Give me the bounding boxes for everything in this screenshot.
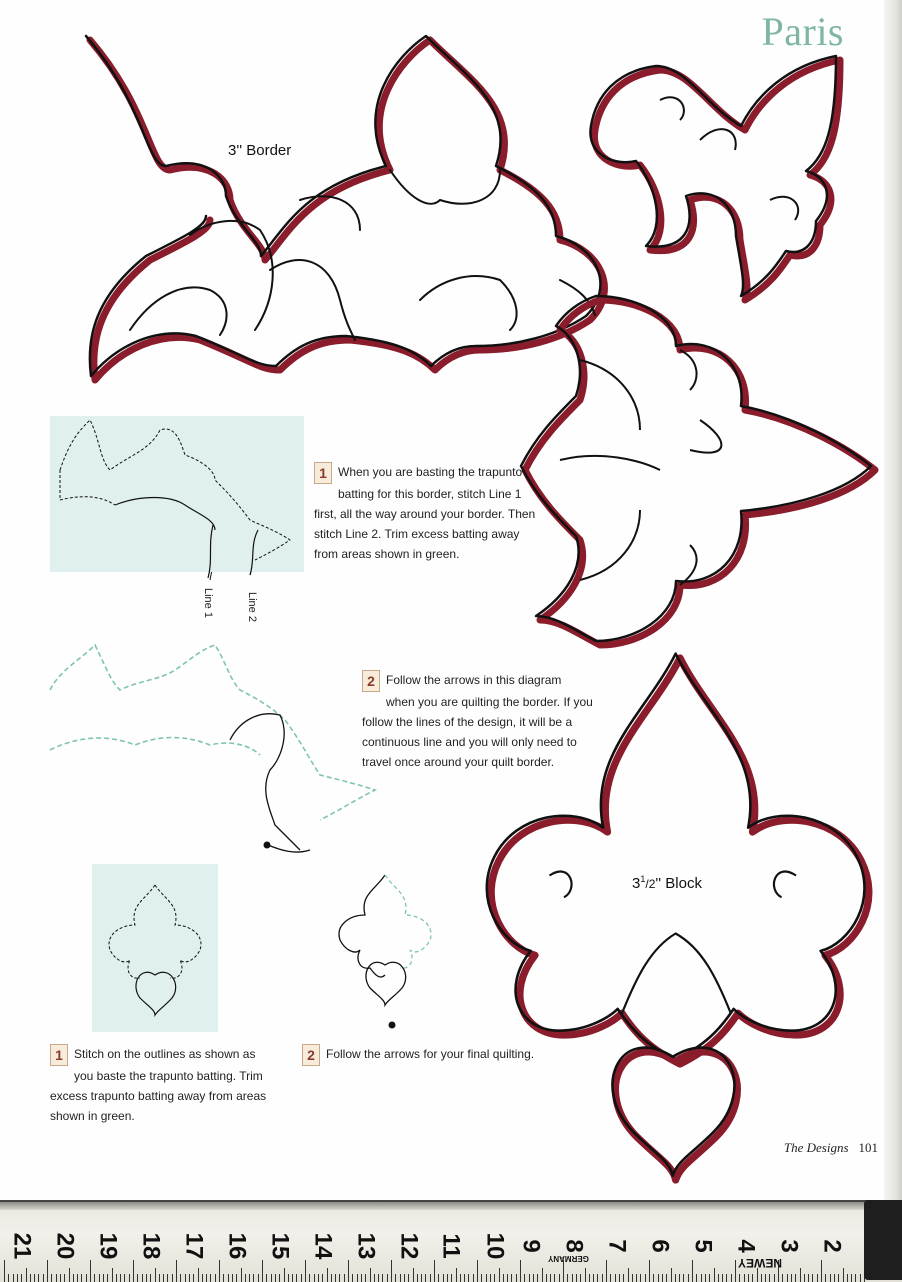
tape-tick — [236, 1274, 237, 1282]
tape-tick — [860, 1274, 861, 1282]
tape-tick — [142, 1274, 143, 1282]
tape-tick — [292, 1274, 293, 1282]
tape-tick — [266, 1274, 267, 1282]
tape-number: 11 — [437, 1233, 465, 1259]
tape-tick — [47, 1260, 48, 1282]
tape-tick — [589, 1274, 590, 1282]
tape-tick — [116, 1274, 117, 1282]
tape-tick — [701, 1274, 702, 1282]
tape-number: 14 — [309, 1232, 337, 1260]
tape-tick — [825, 1274, 826, 1282]
tape-tick — [834, 1274, 835, 1282]
tape-tick — [739, 1274, 740, 1282]
tape-tick — [301, 1274, 302, 1282]
tape-tick — [563, 1260, 564, 1282]
tape-measure — [0, 1200, 902, 1282]
tape-tick — [477, 1260, 478, 1282]
tape-tick — [361, 1274, 362, 1282]
tape-number: 13 — [352, 1232, 380, 1260]
note-line: from areas shown in green. — [314, 547, 460, 561]
tape-number: 4 — [732, 1239, 760, 1253]
tape-tick — [202, 1274, 203, 1282]
tape-tick — [387, 1274, 388, 1282]
tape-tick — [271, 1274, 272, 1282]
tape-tick — [309, 1274, 310, 1282]
line2-label: Line 2 — [246, 592, 258, 622]
tape-tick — [8, 1274, 9, 1282]
tape-tick — [520, 1260, 521, 1282]
tape-tick — [597, 1274, 598, 1282]
tape-tick — [77, 1274, 78, 1282]
tape-tick — [150, 1274, 151, 1282]
tape-tick — [258, 1274, 259, 1282]
note-line: shown in green. — [50, 1109, 135, 1123]
tape-tick — [262, 1260, 263, 1282]
tape-tick — [357, 1274, 358, 1282]
tape-tick — [99, 1274, 100, 1282]
tape-tick — [855, 1274, 856, 1282]
tape-tick — [189, 1274, 190, 1282]
tape-tick — [675, 1274, 676, 1282]
tape-number: 10 — [481, 1232, 509, 1260]
tape-tick — [731, 1274, 732, 1282]
tape-tick — [748, 1274, 749, 1282]
note-line: travel once around your quilt border. — [362, 755, 555, 769]
tape-tick — [666, 1274, 667, 1282]
tape-tick — [761, 1274, 762, 1282]
tape-number: 2 — [818, 1239, 846, 1253]
step-number: 1 — [314, 462, 332, 484]
tape-tick — [718, 1274, 719, 1282]
tape-tick — [245, 1274, 246, 1282]
tape-tick — [137, 1274, 138, 1282]
footer-page-number: 101 — [858, 1140, 878, 1155]
block-step1-outline — [109, 885, 201, 978]
tape-tick — [365, 1274, 366, 1282]
tape-number: 3 — [775, 1239, 803, 1253]
tape-tick — [56, 1274, 57, 1282]
tape-tick — [430, 1274, 431, 1282]
tape-tick — [348, 1260, 349, 1282]
tape-tick — [851, 1274, 852, 1282]
block-step1-heart — [136, 972, 176, 1015]
tape-tick — [769, 1274, 770, 1282]
tape-tick — [447, 1274, 448, 1282]
tape-tick — [210, 1274, 211, 1282]
tape-brand-main: NEWEY — [738, 1256, 783, 1270]
tape-tick — [679, 1274, 680, 1282]
tape-tick — [490, 1274, 491, 1282]
tape-tick — [683, 1274, 684, 1282]
tape-tick — [17, 1274, 18, 1282]
tape-tick — [438, 1274, 439, 1282]
tape-tick — [847, 1274, 848, 1282]
tape-tick — [744, 1274, 745, 1282]
tape-tick — [658, 1274, 659, 1282]
tape-tick — [103, 1274, 104, 1282]
tape-tick — [344, 1274, 345, 1282]
tape-tick — [64, 1274, 65, 1282]
tape-tick — [537, 1274, 538, 1282]
tape-tick — [43, 1274, 44, 1282]
tape-tick — [821, 1260, 822, 1282]
border-label: 3'' Border — [228, 142, 292, 159]
tape-tick — [722, 1274, 723, 1282]
tape-tick — [129, 1274, 130, 1282]
tape-tick — [812, 1274, 813, 1282]
tape-tick — [167, 1274, 168, 1282]
tape-tick — [593, 1274, 594, 1282]
tape-tick — [662, 1274, 663, 1282]
tape-tick — [253, 1274, 254, 1282]
tape-tick — [516, 1274, 517, 1282]
tape-tick — [481, 1274, 482, 1282]
tape-tick — [425, 1274, 426, 1282]
tape-tick — [408, 1274, 409, 1282]
tape-tick — [21, 1274, 22, 1282]
tape-tick — [576, 1274, 577, 1282]
tape-tick — [619, 1274, 620, 1282]
tape-tick — [640, 1274, 641, 1282]
tape-tick — [51, 1274, 52, 1282]
tape-tick — [735, 1260, 736, 1282]
tape-number: 6 — [646, 1239, 674, 1253]
note-line: batting for this border, stitch Line 1 — [338, 487, 522, 501]
note-line: follow the lines of the design, it will be a — [362, 715, 573, 729]
step-number: 2 — [362, 670, 380, 692]
tape-tick — [486, 1274, 487, 1282]
tape-tick — [232, 1274, 233, 1282]
note-block-step2 — [302, 1044, 562, 1066]
tape-tick — [90, 1260, 91, 1282]
tape-tick — [374, 1274, 375, 1282]
tape-tick — [795, 1274, 796, 1282]
tape-tick — [649, 1260, 650, 1282]
tape-tick — [808, 1274, 809, 1282]
note-line: continuous line and you will only need to — [362, 735, 577, 749]
note-line: Stitch on the outlines as shown as — [74, 1047, 256, 1061]
tape-tick — [645, 1274, 646, 1282]
tape-tick — [60, 1274, 61, 1282]
tape-tick — [279, 1274, 280, 1282]
tape-tick — [692, 1260, 693, 1282]
tape-tick — [159, 1274, 160, 1282]
border-step1-solid — [115, 498, 258, 579]
tape-tick — [395, 1274, 396, 1282]
tape-tick — [752, 1274, 753, 1282]
tape-tick — [434, 1260, 435, 1282]
tape-tick — [296, 1274, 297, 1282]
tape-tick — [314, 1274, 315, 1282]
tape-tick — [404, 1274, 405, 1282]
tape-tick — [4, 1260, 5, 1282]
tape-tick — [81, 1274, 82, 1282]
tape-tick — [550, 1274, 551, 1282]
tape-tick — [653, 1274, 654, 1282]
tape-tick — [275, 1274, 276, 1282]
tape-tick — [305, 1260, 306, 1282]
tape-tick — [443, 1274, 444, 1282]
tape-tick — [318, 1274, 319, 1282]
note-line: you baste the trapunto batting. Trim — [74, 1069, 263, 1083]
tape-tick — [13, 1274, 14, 1282]
border-step1-lines — [60, 420, 290, 560]
tape-tick — [726, 1274, 727, 1282]
note-block-step1 — [50, 1044, 290, 1126]
tape-number: 17 — [180, 1232, 208, 1260]
tape-tick — [172, 1274, 173, 1282]
block-label — [632, 874, 702, 892]
note-border-step2 — [362, 670, 612, 772]
tape-tick — [124, 1274, 125, 1282]
tape-shadow — [0, 1202, 902, 1210]
tape-tick — [133, 1260, 134, 1282]
tape-tick — [163, 1274, 164, 1282]
tape-tick — [73, 1274, 74, 1282]
tape-tick — [223, 1274, 224, 1282]
tape-tick — [331, 1274, 332, 1282]
tape-tick — [838, 1274, 839, 1282]
tape-tick — [606, 1260, 607, 1282]
tape-tick — [215, 1274, 216, 1282]
tape-tick — [709, 1274, 710, 1282]
note-line: first, all the way around your border. Then — [314, 507, 536, 521]
tape-tick — [228, 1274, 229, 1282]
tape-tick — [185, 1274, 186, 1282]
note-line: excess trapunto batting away from areas — [50, 1089, 267, 1103]
tape-number: 9 — [517, 1239, 545, 1253]
note-line: When you are basting the trapunto — [338, 465, 523, 479]
tape-tick — [688, 1274, 689, 1282]
tape-tick — [623, 1274, 624, 1282]
tape-tick — [782, 1274, 783, 1282]
tape-tick — [382, 1274, 383, 1282]
tape-tick — [288, 1274, 289, 1282]
tape-tick — [554, 1274, 555, 1282]
tape-tick — [146, 1274, 147, 1282]
tape-number: 18 — [137, 1232, 165, 1260]
tape-tick — [524, 1274, 525, 1282]
tape-number: 20 — [51, 1232, 79, 1260]
tape-tick — [765, 1274, 766, 1282]
tape-tick — [830, 1274, 831, 1282]
tape-tick — [468, 1274, 469, 1282]
page-footer — [784, 1140, 878, 1156]
tape-number: 19 — [94, 1232, 122, 1260]
tape-tick — [107, 1274, 108, 1282]
tape-tick — [339, 1274, 340, 1282]
tape-tick — [791, 1274, 792, 1282]
tape-tick — [602, 1274, 603, 1282]
tape-number: 21 — [8, 1232, 36, 1260]
tape-tick — [529, 1274, 530, 1282]
tape-tick — [460, 1274, 461, 1282]
tape-tick — [421, 1274, 422, 1282]
tape-tick — [787, 1274, 788, 1282]
tape-tick — [696, 1274, 697, 1282]
tape-tick — [494, 1274, 495, 1282]
tape-end-clip — [864, 1200, 902, 1280]
step-number: 2 — [302, 1044, 320, 1066]
page-title: Paris — [761, 9, 844, 54]
block-label-main: 3 — [632, 875, 641, 892]
tape-tick — [451, 1274, 452, 1282]
tape-tick — [378, 1274, 379, 1282]
tape-tick — [511, 1274, 512, 1282]
tape-tick — [391, 1260, 392, 1282]
tape-tick — [193, 1274, 194, 1282]
tape-tick — [38, 1274, 39, 1282]
tape-tick — [417, 1274, 418, 1282]
tape-tick — [572, 1274, 573, 1282]
tape-tick — [335, 1274, 336, 1282]
tape-number: 5 — [689, 1239, 717, 1253]
tape-tick — [610, 1274, 611, 1282]
tape-tick — [705, 1274, 706, 1282]
tape-tick — [473, 1274, 474, 1282]
tape-tick — [503, 1274, 504, 1282]
tape-tick — [94, 1274, 95, 1282]
tape-number: 7 — [603, 1239, 631, 1253]
tape-number: 12 — [395, 1232, 423, 1260]
step-number: 1 — [50, 1044, 68, 1066]
tape-tick — [817, 1274, 818, 1282]
tape-tick — [567, 1274, 568, 1282]
tape-tick — [546, 1274, 547, 1282]
tape-tick — [249, 1274, 250, 1282]
note-line: when you are quilting the border. If you — [386, 695, 593, 709]
tape-tick — [632, 1274, 633, 1282]
tape-tick — [400, 1274, 401, 1282]
tape-number: 8 — [560, 1239, 588, 1253]
tape-tick — [533, 1274, 534, 1282]
tape-tick — [206, 1274, 207, 1282]
footer-section: The Designs — [783, 1140, 849, 1155]
tape-brand-top: GERMANY — [548, 1254, 589, 1263]
tape-tick — [559, 1274, 560, 1282]
tape-number: 15 — [266, 1232, 294, 1260]
tape-tick — [30, 1274, 31, 1282]
line1-label: Line 1 — [202, 588, 214, 618]
block-label-rest: '' Block — [655, 875, 702, 892]
tape-tick — [636, 1274, 637, 1282]
tape-tick — [774, 1274, 775, 1282]
note-border-step1 — [314, 462, 544, 564]
tape-number: 16 — [223, 1232, 251, 1260]
note-line: stitch Line 2. Trim excess batting away — [314, 527, 520, 541]
tape-tick — [34, 1274, 35, 1282]
tape-tick — [464, 1274, 465, 1282]
tape-tick — [322, 1274, 323, 1282]
note-line: Follow the arrows in this diagram — [386, 673, 562, 687]
tape-tick — [352, 1274, 353, 1282]
tape-tick — [86, 1274, 87, 1282]
tape-tick — [507, 1274, 508, 1282]
tape-tick — [180, 1274, 181, 1282]
tape-tick — [580, 1274, 581, 1282]
tape-tick — [804, 1274, 805, 1282]
block-label-sup: 1 — [640, 874, 646, 884]
tape-tick — [219, 1260, 220, 1282]
tape-tick — [176, 1260, 177, 1282]
tape-tick — [615, 1274, 616, 1282]
block-label-sub: /2 — [645, 877, 656, 891]
tape-tick — [120, 1274, 121, 1282]
note-line: Follow the arrows for your final quilting. — [326, 1047, 535, 1061]
